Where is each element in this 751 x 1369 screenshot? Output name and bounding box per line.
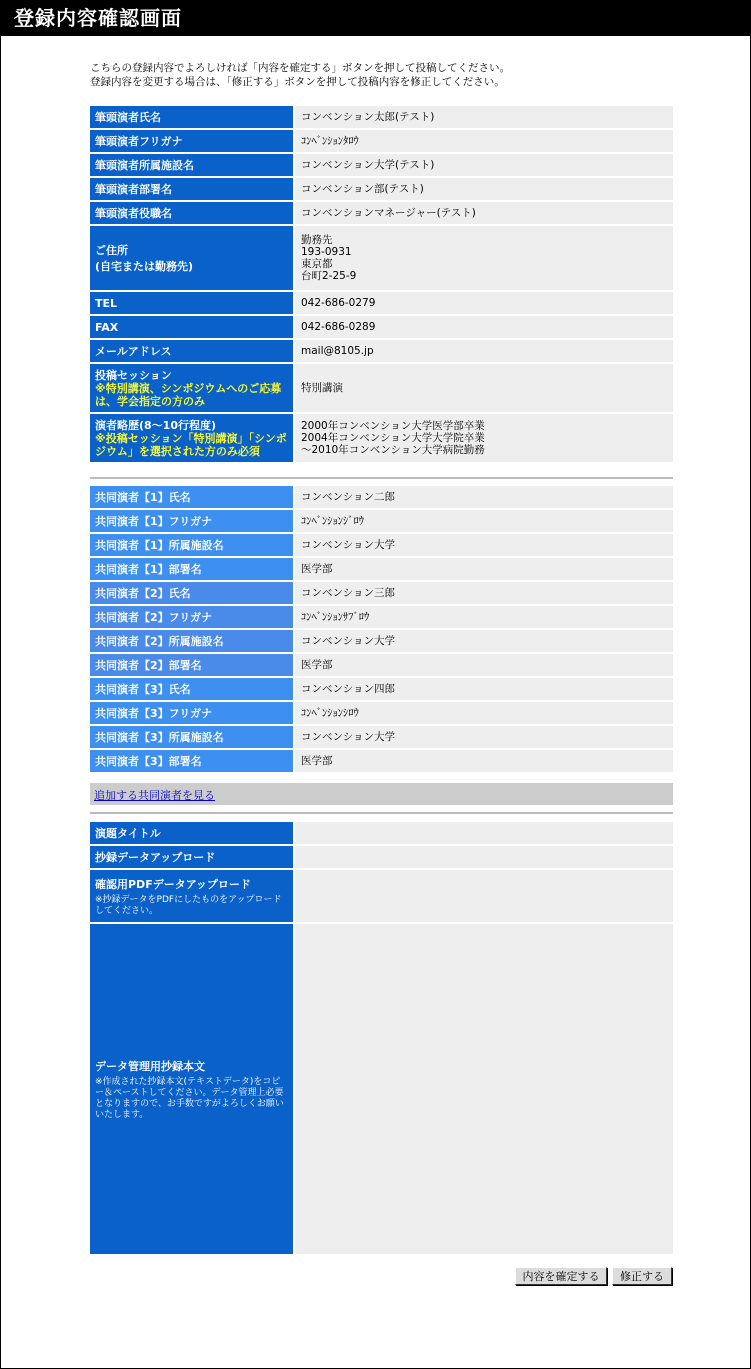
row-label: 筆頭演者役職名 xyxy=(90,202,293,224)
row-label: 共同演者【2】氏名 xyxy=(90,582,293,604)
coauthor-row xyxy=(90,678,673,700)
row-value xyxy=(295,924,673,1254)
presenter-row-email xyxy=(90,340,673,362)
coauthor-row xyxy=(90,486,673,508)
row-value: コンベンション四郎 xyxy=(295,678,673,700)
presenter-row-position xyxy=(90,202,673,224)
more-coauthors-bar xyxy=(90,783,673,805)
row-value: 医学部 xyxy=(295,558,673,580)
address-line: 193-0931 xyxy=(301,246,352,258)
row-label: 共同演者【1】フリガナ xyxy=(90,510,293,532)
row-value: 医学部 xyxy=(295,654,673,676)
address-label-sub: (自宅または勤務先) xyxy=(95,260,194,273)
row-label: 共同演者【2】部署名 xyxy=(90,654,293,676)
page-title: 登録内容確認画面 xyxy=(0,0,751,36)
row-value: ｺﾝﾍﾞﾝｼｮﾝﾀﾛｳ xyxy=(295,130,673,152)
row-label: メールアドレス xyxy=(90,340,293,362)
abstract-table xyxy=(90,822,673,1256)
biography-line: 2004年コンベンション大学大学院卒業 xyxy=(301,432,485,444)
show-more-coauthors-link[interactable]: 追加する共同演者を見る xyxy=(94,789,215,802)
row-label: TEL xyxy=(90,292,293,314)
presenter-row-tel xyxy=(90,292,673,314)
row-label: 共同演者【3】氏名 xyxy=(90,678,293,700)
intro-text xyxy=(90,61,690,89)
row-label: 共同演者【3】部署名 xyxy=(90,750,293,772)
row-value: 特別講演 xyxy=(295,364,673,412)
row-label: 演題タイトル xyxy=(90,822,293,844)
confirm-button[interactable]: 内容を確定する xyxy=(515,1267,607,1285)
row-value: 042-686-0289 xyxy=(295,316,673,338)
presenter-row-name xyxy=(90,106,673,128)
row-value: コンベンション大学 xyxy=(295,630,673,652)
abstract-row-pdf xyxy=(90,870,673,922)
row-label xyxy=(90,870,293,922)
coauthor-row xyxy=(90,726,673,748)
coauthor-row xyxy=(90,654,673,676)
row-value: ｺﾝﾍﾞﾝｼｮﾝｻﾌﾞﾛｳ xyxy=(295,606,673,628)
presenter-row-fax xyxy=(90,316,673,338)
row-value: コンベンション大学 xyxy=(295,726,673,748)
row-value: コンベンション部(テスト) xyxy=(295,178,673,200)
row-label: 抄録データアップロード xyxy=(90,846,293,868)
presenter-row-institution xyxy=(90,154,673,176)
coauthor-row xyxy=(90,750,673,772)
row-value: mail@8105.jp xyxy=(295,340,673,362)
row-label: 筆頭演者氏名 xyxy=(90,106,293,128)
row-label xyxy=(90,226,293,290)
coauthor-row xyxy=(90,558,673,580)
row-label: 共同演者【2】所属施設名 xyxy=(90,630,293,652)
body-label: データ管理用抄録本文 xyxy=(95,1059,205,1073)
coauthor-row xyxy=(90,630,673,652)
intro-line-2: 登録内容を変更する場合は、「修正する」ボタンを押して投稿内容を修正してください。 xyxy=(90,76,505,88)
section-divider xyxy=(90,477,673,479)
abstract-row-body xyxy=(90,924,673,1254)
section-divider xyxy=(90,812,673,814)
row-value: コンベンション大学 xyxy=(295,534,673,556)
row-value: コンベンション太郎(テスト) xyxy=(295,106,673,128)
row-label xyxy=(90,924,293,1254)
abstract-row-title xyxy=(90,822,673,844)
biography-line: 2000年コンベンション大学医学部卒業 xyxy=(301,420,485,432)
row-label: 筆頭演者部署名 xyxy=(90,178,293,200)
coauthor-row xyxy=(90,606,673,628)
row-value: コンベンション大学(テスト) xyxy=(295,154,673,176)
row-value: 医学部 xyxy=(295,750,673,772)
presenter-row-kana xyxy=(90,130,673,152)
address-line: 東京都 xyxy=(301,258,333,270)
row-label: 共同演者【1】部署名 xyxy=(90,558,293,580)
coauthor-row xyxy=(90,582,673,604)
row-label: 共同演者【1】所属施設名 xyxy=(90,534,293,556)
presenter-table xyxy=(90,106,673,464)
row-label: 共同演者【3】フリガナ xyxy=(90,702,293,724)
row-value: ｺﾝﾍﾞﾝｼｮﾝｼﾛｳ xyxy=(295,702,673,724)
intro-line-1: こちらの登録内容でよろしければ「内容を確定する」ボタンを押して投稿してください。 xyxy=(90,62,510,74)
row-value: コンベンションマネージャー(テスト) xyxy=(295,202,673,224)
pdf-label: 確認用PDFデータアップロード xyxy=(95,877,251,891)
row-label: 筆頭演者所属施設名 xyxy=(90,154,293,176)
coauthor-table xyxy=(90,486,673,774)
biography-line: ～2010年コンベンション大学病院勤務 xyxy=(301,444,485,456)
abstract-row-upload xyxy=(90,846,673,868)
row-value xyxy=(295,414,673,462)
address-line: 勤務先 xyxy=(301,234,333,246)
row-label: 共同演者【2】フリガナ xyxy=(90,606,293,628)
row-label: 筆頭演者フリガナ xyxy=(90,130,293,152)
row-value: 042-686-0279 xyxy=(295,292,673,314)
coauthor-row xyxy=(90,534,673,556)
row-label: 共同演者【3】所属施設名 xyxy=(90,726,293,748)
address-label: ご住所 xyxy=(95,244,128,257)
pdf-note: ※抄録データをPDFにしたものをアップロードしてください。 xyxy=(95,894,282,916)
session-note: ※特別講演、シンポジウムへのご応募は、学会指定の方のみ xyxy=(95,381,282,408)
presenter-row-address xyxy=(90,226,673,290)
revise-button[interactable]: 修正する xyxy=(612,1267,672,1285)
presenter-row-department xyxy=(90,178,673,200)
body-note: ※作成された抄録本文(テキストデータ)をコピー＆ペーストしてください。データ管理上必要となりますので、お手数ですがよろしくお願いいたします。 xyxy=(95,1076,284,1120)
row-label xyxy=(90,364,293,412)
row-label: FAX xyxy=(90,316,293,338)
row-value: ｺﾝﾍﾞﾝｼｮﾝｼﾞﾛｳ xyxy=(295,510,673,532)
row-label: 共同演者【1】氏名 xyxy=(90,486,293,508)
row-label xyxy=(90,414,293,462)
presenter-row-biography xyxy=(90,414,673,462)
row-value xyxy=(295,846,673,868)
row-value xyxy=(295,822,673,844)
coauthor-row xyxy=(90,702,673,724)
session-label: 投稿セッション xyxy=(95,368,172,382)
coauthor-row xyxy=(90,510,673,532)
biography-label: 演者略歴(8～10行程度) xyxy=(95,418,217,432)
row-value: コンベンション三郎 xyxy=(295,582,673,604)
presenter-row-session xyxy=(90,364,673,412)
row-value: コンベンション二郎 xyxy=(295,486,673,508)
address-line: 台町2-25-9 xyxy=(301,270,357,282)
row-value xyxy=(295,226,673,290)
row-value xyxy=(295,870,673,922)
biography-note: ※投稿セッション「特別講演」「シンポジウム」を選択された方のみ必須 xyxy=(95,431,287,458)
